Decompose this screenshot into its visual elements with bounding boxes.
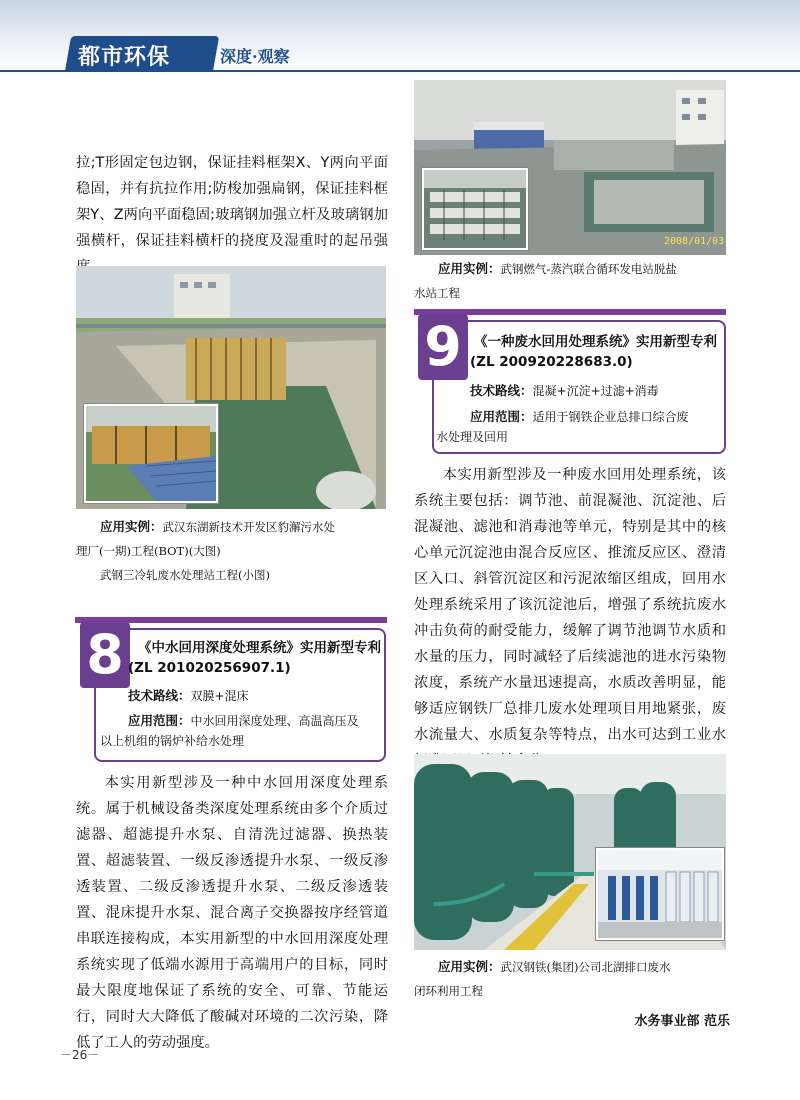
photo1-caption-text1: 武汉东湖新技术开发区豹澥污水处	[162, 520, 336, 534]
author-credit: 水务事业部 范乐	[634, 1014, 730, 1029]
left-intro-paragraph: 拉;T形固定包边钢，保证挂料框架X、Y两向平面稳固，并有抗拉作用;防梭加强扁钢，保证挂料框架Y、Z两向平面稳固;玻璃钢加强立杆及玻璃钢加强横杆，保证挂料横杆的挠度及湿重时的起吊强	[76, 155, 388, 249]
patent9-scope-line2: 水处理及回用	[436, 430, 509, 444]
patent8-scope-line1: 中水回用深度处理、高温高压及	[190, 714, 359, 728]
patent9-number: 9	[418, 314, 468, 380]
patent8-route-value: 双膜+混床	[190, 689, 249, 703]
left-body-paragraph: 本实用新型涉及一种中水回用深度处理系统。属于机械设备类深度处理系统由多个介质过滤器、超滤提升水泵、自清洗过滤器、换热装置、超滤装置、一级反渗透提升水泵、一级反渗透装置、二级反渗透提升水泵、二级反渗透装置、混床提升水泵、混合离子交换器按序经管道串联连接构成，本实用新型的中水回用深度处理系统实现了低端水源用于高端用户的目标，同时最大限度地保证了系统的安全、可靠、节能运行，同时大大降低了酸碱对环境的二次污染，降低了工人的劳动强度。	[76, 775, 388, 1051]
photo3-caption-line2: 闭环利用工程	[414, 984, 483, 998]
photo1-caption-line1	[100, 516, 390, 538]
photo3-caption-line1: 武汉钢铁(集团)公司北湖排口废水	[500, 960, 671, 974]
photo1-caption	[100, 516, 390, 538]
photo3-caption-label: 应用实例：	[438, 959, 501, 974]
section-title: 深度·观察	[220, 47, 290, 66]
patent9-scope-row	[470, 406, 722, 428]
photo2-caption-label: 应用实例：	[438, 261, 501, 276]
inset-photo-filter-bed	[422, 168, 528, 250]
inset-photo-membrane-room	[596, 848, 724, 940]
patent8-route-label: 技术路线：	[128, 688, 191, 703]
patent8-scope-row	[128, 710, 383, 732]
patent8-scope-label: 应用范围：	[128, 713, 191, 728]
inset-photo-membrane-room-image	[598, 850, 722, 938]
photo1-caption-line2: 理厂(一期)工程(BOT)(大图)	[76, 544, 221, 558]
patent9-route-value: 混凝+沉淀+过滤+消毒	[532, 384, 659, 398]
photo3-caption-line1-row	[438, 956, 738, 978]
patent8-route-row	[128, 685, 378, 707]
patent9-title-line1: 《一种废水回用处理系统》实用新型专利	[474, 334, 717, 350]
photo1-caption-label: 应用实例：	[100, 519, 163, 534]
patent9-route-row	[470, 380, 722, 402]
inset-photo-cold-rolling-image	[86, 406, 216, 501]
patent8-number: 8	[80, 622, 130, 688]
photo2-caption-line1-row	[438, 258, 738, 280]
photo2-caption-line2: 水站工程	[414, 286, 460, 300]
photo2-caption-line1: 武钢燃气-蒸汽联合循环发电站脱盐	[500, 262, 677, 276]
patent8-title-line2: (ZL 201020256907.1)	[128, 660, 291, 676]
patent8-scope-line2: 以上机组的锅炉补给水处理	[100, 734, 245, 748]
patent9-scope-label: 应用范围：	[470, 409, 533, 424]
patent9-scope-line1: 适用于钢铁企业总排口综合废	[532, 410, 689, 424]
patent9-title-line2: (ZL 200920228683.0)	[470, 354, 633, 370]
page-number: －26－	[60, 1048, 100, 1062]
photo2-date-stamp: 2008/01/03	[664, 236, 725, 247]
patent9-route-label: 技术路线：	[470, 383, 533, 398]
patent8-title-line1: 《中水回用深度处理系统》实用新型专利	[138, 640, 381, 656]
inset-photo-cold-rolling	[84, 404, 218, 503]
right-body-paragraph: 本实用新型涉及一种废水回用处理系统，该系统主要包括：调节池、前混凝池、沉淀池、后混凝池、滤池和消毒池等单元，特别是其中的核心单元沉淀池由混合反应区、推流反应区、澄清区入口、斜管沉淀区和污泥浓缩区组成，回用水处理系统采用了该沉淀池后，增强了系统抗废水冲击负荷的耐受能力，缓解了调节池调节水质和水量的压力，同时减轻了后续滤池的进水污染物浓度，系统产水量迅速提高，水质改善明显，能够适应钢铁厂总排几废水处理项目用地紧张，废水流量大、水质复杂等特点，出水可达到工业水	[414, 467, 726, 743]
photo1-caption-line3: 武钢三冷轧废水处理站工程(小图)	[100, 568, 270, 582]
inset-photo-filter-bed-image	[424, 170, 526, 248]
brand-logo-text: 都市环保	[78, 44, 171, 70]
